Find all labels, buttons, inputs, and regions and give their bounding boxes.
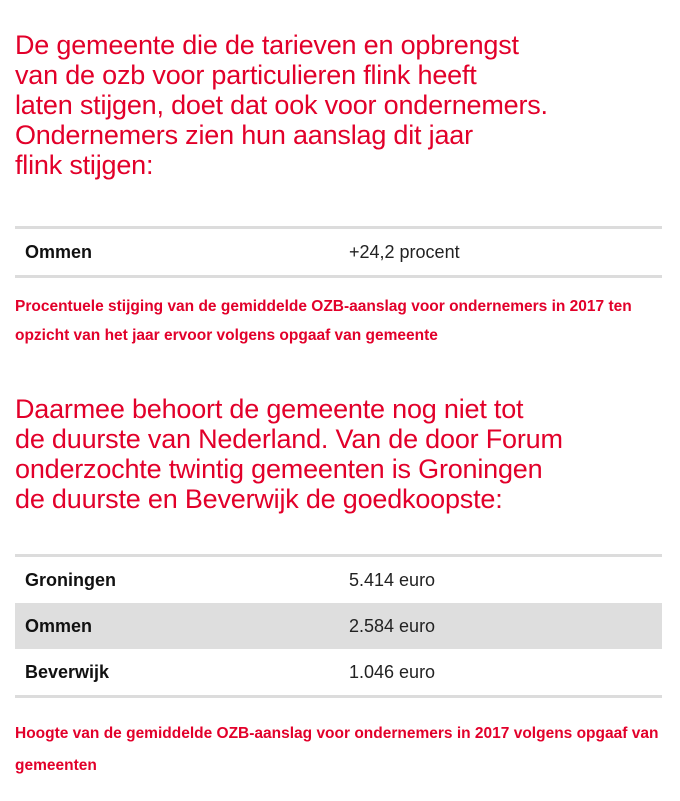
municipality-name: Ommen [25, 241, 93, 262]
table-row-highlighted [15, 603, 662, 649]
increase-value: +24,2 procent [349, 241, 460, 262]
increase-caption: Procentuele stijging van de gemiddelde OZB-aanslag voor ondernemers in 2017 ten opzicht van het jaar ervoor volgens opgaaf van gemeente [15, 298, 632, 344]
intro-headline: De gemeente die de tarieven en opbrengst van de ozb voor particulieren flink heeft laten stijgen, doet dat ook voor ondernemers. Ondernemers zien hun aanslag dit jaar flink stijgen: [15, 30, 548, 180]
table-row [15, 649, 662, 695]
second-headline: Daarmee behoort de gemeente nog niet tot de duurste van Nederland. Van de door Forum onderzochte twintig gemeenten is Groningen de duurste en Beverwijk de goedkoopste: [15, 394, 563, 514]
infographic [15, 30, 665, 782]
amount-value: 1.046 euro [349, 661, 436, 682]
amount-value: 5.414 euro [349, 569, 436, 590]
municipality-name: Groningen [25, 569, 116, 590]
table-row [15, 229, 662, 275]
municipality-name: Ommen [25, 615, 93, 636]
table-row [15, 557, 662, 603]
amount-table [15, 554, 662, 698]
amount-caption: Hoogte van de gemiddelde OZB-aanslag voor ondernemers in 2017 volgens opgaaf van gemeenten [15, 725, 659, 774]
amount-value: 2.584 euro [349, 615, 436, 636]
increase-table [15, 226, 662, 278]
municipality-name: Beverwijk [25, 661, 110, 682]
